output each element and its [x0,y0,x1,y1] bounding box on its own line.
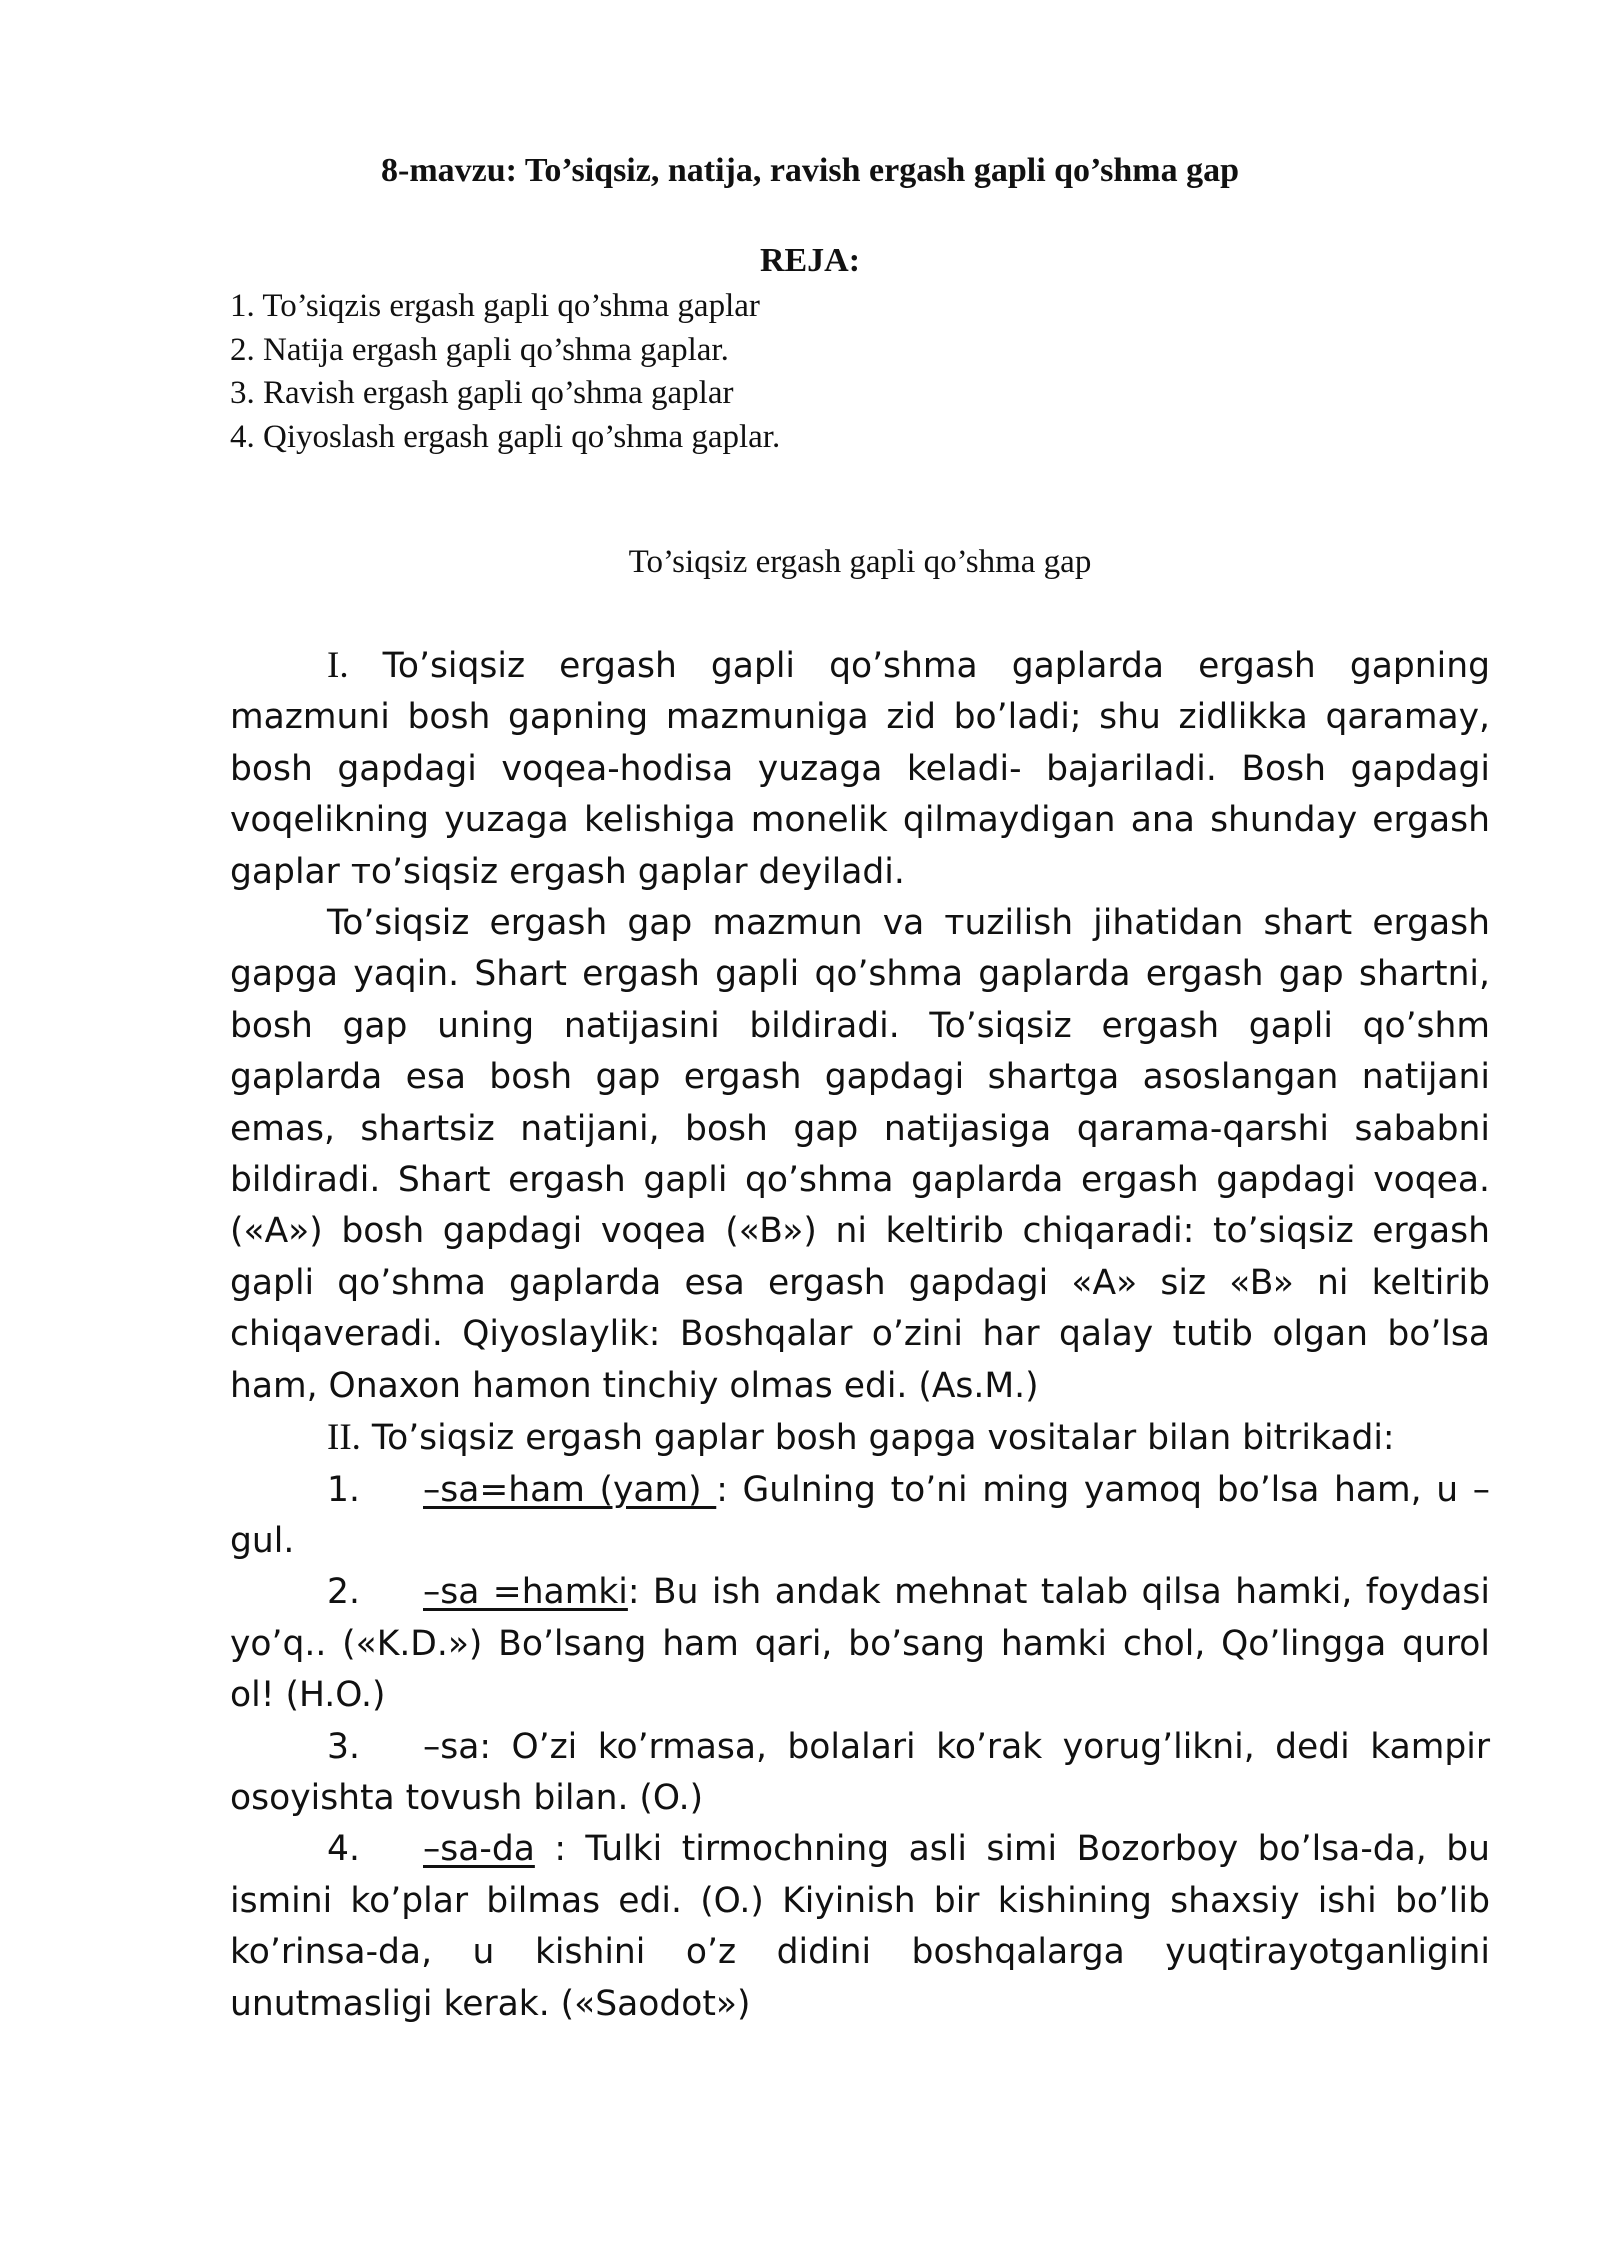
plan-item: 1. To’siqzis ergash gapli qo’shma gaplar [230,288,760,324]
suffix-marker: –sa=ham (yam) [423,1469,717,1510]
numbered-item-3 [230,1722,1490,1825]
roman-numeral: I. [327,645,349,686]
numbered-item-1 [230,1465,1490,1568]
paragraph-text: To’siqsiz ergash gaplar bosh gapga vositalar bilan bitrikadi: [371,1418,1395,1459]
item-text: : Bu ish andak mehnat talab qilsa hamki, foydasi yo’q.. («K.D.») Bo’lsang ham qari, bo’sang hamki chol, Qo’lingga qurol ol! (H.O.) [230,1572,1490,1716]
suffix-marker: –sa-da [423,1829,535,1870]
plan-item: 3. Ravish ergash gapli qo’shma gaplar [230,375,734,411]
item-number: 2. [327,1572,360,1613]
body-text [230,640,1490,2030]
plan-item: 4. Qiyoslash ergash gapli qo’shma gaplar. [230,418,781,455]
paragraph-2: To’siqsiz ergash gap mazmun va тuzilish jihatidan shart ergash gapga yaqin. Shart ergash gapli qo’shma gaplarda ergash gap shartni, bosh gap uning natijasini bildiradi. To’siqsiz ergash gapli qo’shm gaplarda esa bosh gap ergash gapdagi shartga asoslangan natijani emas, shartsiz natijani, bosh gap natijasiga qarama-qarshi sababni bildiradi. Shart ergash gapli qo’shma gaplarda ergash gapdagi voqea. («A») bosh gapdagi voqea («B») ni keltirib chiqaradi: to’siqsiz ergash gapli qo’shma gaplarda esa ergash gapdagi «A» siz «B» ni keltirib chiqaveradi. Qiyoslaylik: Boshqalar o’zini har qalay tutib olgan bo’lsa ham, Onaxon hamon tinchiy olmas edi. (As.M.) [230,903,1490,1406]
paragraph-text: To’siqsiz ergash gapli qo’shma gaplarda ergash gapning mazmuni bosh gapning mazmuniga zid bo’ladi; shu zidlikka qaramay, bosh gapdagi voqea-hodisa yuzaga keladi- bajariladi. Bosh gapdagi voqelikning yuzaga kelishiga monelik qilmaydigan ana shunday ergash gaplar тo’siqsiz ergash gaplar deyiladi. [230,646,1490,892]
numbered-item-4 [230,1824,1490,2030]
roman-numeral: II. [327,1417,361,1459]
plan-list [230,285,1430,459]
section-title: To’siqsiz ergash gapli qo’shma gap [628,544,1092,580]
paragraph-3 [230,1412,1490,1464]
item-text: : O’zi ko’rmasa, bolalari ko’rak yorugʼlikni, dedi kampir osoyishta tovush bilan. (O.) [230,1726,1490,1818]
item-text: : Gulning to’ni ming yamoq bo’lsa ham, u – gul. [230,1469,1491,1561]
item-number: 4. [327,1829,360,1870]
item-number: 3. [327,1726,360,1767]
numbered-item-2 [230,1567,1490,1721]
item-text: : Tulki tirmochning asli simi Bozorboy bo’lsa-da, bu ismini ko’plar bilmas edi. (O.) Kiyinish bir kishining shaxsiy ishi bo’lib ko’rinsa-da, u kishini o’z didini boshqalarga yuqtirayotganligini unutmasligi kerak. («Saodot») [230,1829,1490,2024]
plan-item: 2. Natija ergash gapli qo’shma gaplar. [230,331,729,368]
suffix-marker: –sa =hamki [423,1572,628,1613]
suffix-marker: –sa [423,1726,480,1767]
plan-heading: REJA: [759,242,861,279]
paragraph-1 [230,640,1490,898]
item-number: 1. [327,1469,360,1510]
document-title: 8-mavzu: To’siqsiz, natija, ravish ergash gapli qo’shma gap [381,152,1239,189]
